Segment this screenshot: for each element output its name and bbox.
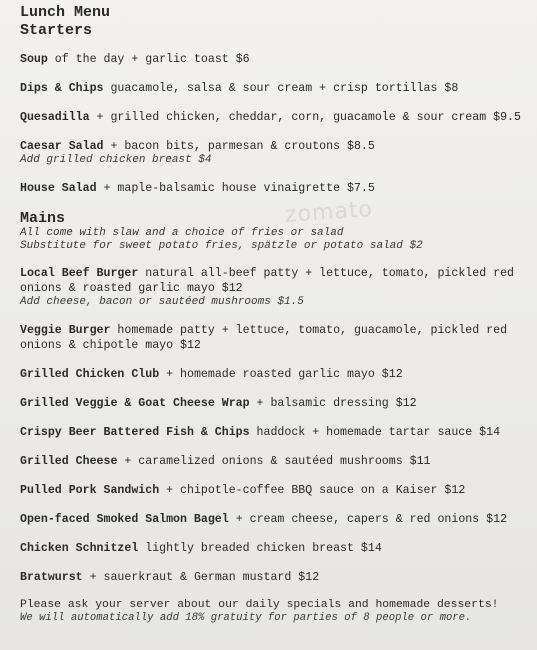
item-name: Crispy Beer Battered Fish & Chips — [20, 426, 250, 439]
item-name: Dips & Chips — [20, 82, 104, 95]
mains-heading: Mains — [20, 210, 66, 227]
footer-note: We will automatically add 18% gratuity for parties of 8 people or more. — [20, 612, 472, 624]
footer-text: Please ask your server about our daily specials and homemade desserts! — [20, 599, 499, 611]
main-item-fish-chips — [20, 425, 527, 440]
item-name: Chicken Schnitzel — [20, 542, 139, 555]
starter-item-caesar-salad — [20, 139, 527, 154]
item-note: Add cheese, bacon or sautéed mushrooms $1.5 — [20, 296, 304, 308]
item-desc: + homemade roasted garlic mayo $12 — [159, 368, 403, 381]
item-desc: + grilled chicken, cheddar, corn, guacamole & sour cream $9.5 — [89, 111, 521, 124]
starter-item-soup — [20, 52, 527, 67]
starters-heading: Starters — [20, 22, 93, 39]
item-name: Veggie Burger — [20, 324, 111, 337]
starter-item-dips-chips — [20, 81, 527, 96]
mains-note: Substitute for sweet potato fries, spätzle or potato salad $2 — [20, 240, 423, 252]
item-desc: haddock + homemade tartar sauce $14 — [249, 426, 501, 439]
item-desc: guacamole, salsa & sour cream + crisp tortillas $8 — [103, 82, 459, 95]
item-desc: natural all-beef patty + lettuce, tomato, pickled red onions & roasted garlic mayo $12 — [20, 267, 514, 295]
starter-item-quesadilla — [20, 110, 527, 125]
item-desc: of the day + garlic toast $6 — [47, 53, 250, 66]
main-item-grilled-veggie-wrap — [20, 396, 527, 411]
item-name: House Salad — [20, 182, 97, 195]
item-name: Local Beef Burger — [20, 267, 139, 280]
item-name: Bratwurst — [20, 571, 83, 584]
main-item-pulled-pork — [20, 483, 527, 498]
item-desc: + maple-balsamic house vinaigrette $7.5 — [96, 182, 375, 195]
mains-note: All come with slaw and a choice of fries or salad — [20, 227, 344, 239]
main-item-salmon-bagel — [20, 512, 527, 527]
item-name: Pulled Pork Sandwich — [20, 484, 160, 497]
menu-title: Lunch Menu — [20, 4, 111, 21]
item-desc: + cream cheese, capers & red onions $12 — [228, 513, 508, 526]
starter-item-house-salad — [20, 181, 527, 196]
item-name: Grilled Chicken Club — [20, 368, 160, 381]
item-desc: + chipotle-coffee BBQ sauce on a Kaiser $12 — [159, 484, 466, 497]
item-desc: lightly breaded chicken breast $14 — [138, 542, 382, 555]
item-desc: homemade patty + lettuce, tomato, guacamole, pickled red onions & chipotle mayo $12 — [20, 324, 508, 352]
item-name: Quesadilla — [20, 111, 90, 124]
main-item-bratwurst — [20, 570, 527, 585]
main-item-grilled-chicken-club — [20, 367, 527, 382]
item-name: Soup — [20, 53, 48, 66]
main-item-grilled-cheese — [20, 454, 527, 469]
item-desc: + balsamic dressing $12 — [249, 397, 417, 410]
item-name: Open-faced Smoked Salmon Bagel — [20, 513, 229, 526]
item-desc: + sauerkraut & German mustard $12 — [82, 571, 320, 584]
item-name: Grilled Veggie & Goat Cheese Wrap — [20, 397, 250, 410]
main-item-local-beef-burger — [20, 266, 527, 296]
item-name: Caesar Salad — [20, 140, 104, 153]
item-desc: + caramelized onions & sautéed mushrooms $11 — [117, 455, 431, 468]
item-name: Grilled Cheese — [20, 455, 118, 468]
main-item-chicken-schnitzel — [20, 541, 527, 556]
item-desc: + bacon bits, parmesan & croutons $8.5 — [103, 140, 375, 153]
main-item-veggie-burger — [20, 323, 527, 353]
watermark: zomato — [284, 196, 374, 229]
item-note: Add grilled chicken breast $4 — [20, 154, 212, 166]
